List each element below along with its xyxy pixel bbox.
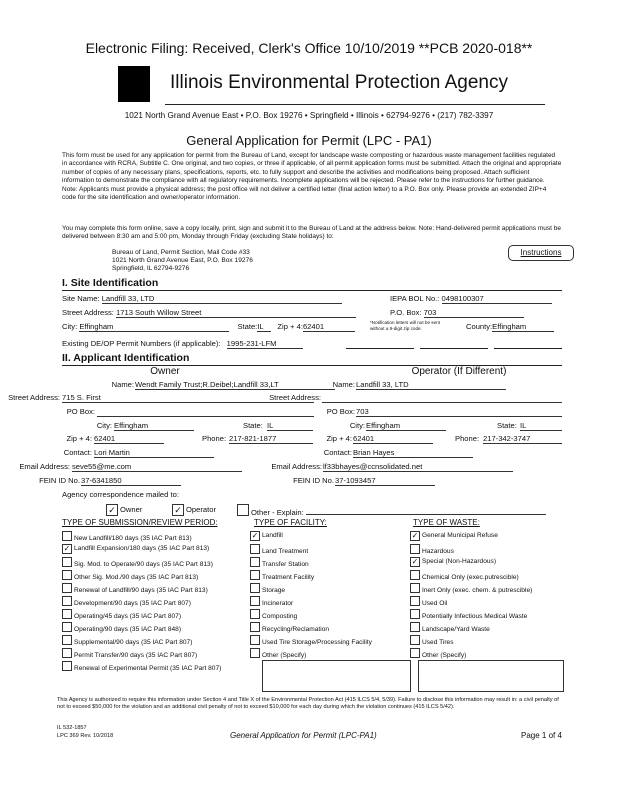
label: County: [466, 322, 493, 331]
correspondence-other-option[interactable] [237, 504, 546, 517]
waste-label: Inert Only (exec. chem. & putrescible) [422, 587, 533, 594]
submission-option[interactable] [62, 557, 221, 570]
submission-option[interactable] [62, 661, 221, 674]
submission-label: Renewal of Landfill/90 days (35 IAC Part 813) [74, 587, 208, 594]
facility-checkbox[interactable] [250, 544, 260, 554]
facility-label: Recycling/Reclamation [262, 626, 330, 633]
waste-option[interactable] [410, 570, 532, 583]
form-revision: LPC 369 Rev. 10/2018 [57, 733, 114, 739]
waste-checkbox[interactable] [410, 622, 420, 632]
label: FEIN ID No. [293, 476, 334, 485]
facility-label: Used Tire Storage/Processing Facility [262, 639, 372, 646]
operator-name-field[interactable]: Landfill 33, LTD [356, 380, 506, 390]
submission-label: Operating/45 days (35 IAC Part 807) [74, 613, 182, 620]
agency-address: 1021 North Grand Avenue East • P.O. Box 19276 • Springfield • Illinois • 62794-9276 • (217) 782-3397 [124, 111, 494, 120]
waste-option[interactable] [410, 596, 532, 609]
facility-checkbox[interactable]: ✓ [251, 531, 259, 540]
label: Name: [111, 380, 134, 389]
label: Street Address: [269, 393, 321, 402]
label: Other - Explain: [251, 508, 304, 517]
site-zip-field[interactable]: 62401 [303, 322, 355, 332]
waste-checkbox[interactable] [410, 648, 420, 658]
submission-label: Other Sig. Mod./90 days (35 IAC Part 813) [74, 574, 199, 581]
facility-option[interactable] [250, 596, 372, 609]
label: Phone: [202, 434, 227, 443]
waste-checkbox[interactable] [410, 583, 420, 593]
footer-title: General Application for Permit (LPC-PA1) [230, 731, 377, 740]
site-pobox-row [390, 308, 524, 318]
facility-checkbox[interactable] [250, 622, 260, 632]
label: Site Name: [62, 294, 100, 303]
submission-option[interactable] [62, 583, 221, 596]
label: Operator [186, 505, 216, 514]
submission-label: Supplemental/90 days (35 IAC Part 807) [74, 639, 193, 646]
permit-field[interactable]: 1995-231-LFM [227, 339, 303, 349]
submission-option[interactable] [62, 531, 221, 544]
label: PO Box: [326, 407, 355, 416]
bol-row [390, 294, 552, 304]
waste-option[interactable] [410, 544, 532, 557]
facility-label: Composting [262, 613, 298, 620]
facility-label: Transfer Station [262, 561, 309, 568]
facility-label: Storage [262, 587, 286, 594]
site-county-row [466, 322, 554, 332]
submission-label: Sig. Mod. to Operate/90 days (35 IAC Part 813) [74, 561, 213, 568]
facility-other-specify-box[interactable] [262, 660, 411, 692]
correspondence-owner-option[interactable] [106, 504, 142, 516]
submission-option[interactable] [62, 635, 221, 648]
permit-row [62, 339, 303, 349]
submission-option[interactable] [62, 622, 221, 635]
waste-option[interactable] [410, 557, 532, 570]
label: State: [243, 421, 263, 430]
waste-checkbox[interactable] [410, 609, 420, 619]
label: Owner [120, 505, 143, 514]
waste-list [410, 531, 532, 661]
blank-line [494, 348, 562, 349]
mail-address [112, 249, 253, 273]
operator-zip-field[interactable]: 62401 [353, 434, 433, 444]
submission-label: Permit Transfer/90 days (35 IAC Part 807) [74, 652, 198, 659]
filing-header: Electronic Filing: Received, Clerk's Office 10/10/2019 **PCB 2020-018** [85, 40, 533, 56]
waste-checkbox[interactable] [410, 544, 420, 554]
waste-label: Used Tires [422, 639, 454, 646]
instructions-button[interactable]: Instructions [508, 245, 574, 261]
submission-checkbox[interactable] [62, 661, 72, 671]
online-note: You may complete this form online, save a copy locally, print, sign and submit it to the Bureau of Land at the address below. Note: Hand-delivered permit applications must be delivered between 8:30 am and 5:00 pm, Monday through Friday (excluding State holidays) to: [62, 225, 561, 241]
label: State: [497, 421, 517, 430]
correspondence-operator-option[interactable] [172, 504, 216, 516]
submission-label: New Landfill/180 days (35 IAC Part 813) [74, 535, 192, 542]
operator-checkbox[interactable]: ✓ [172, 504, 184, 516]
waste-checkbox[interactable] [410, 570, 420, 580]
waste-heading: TYPE OF WASTE: [413, 518, 480, 527]
waste-checkbox[interactable]: ✓ [411, 557, 419, 566]
operator-pobox-field[interactable]: 703 [356, 407, 562, 417]
waste-label: Other (Specify) [422, 652, 467, 659]
label: Contact: [323, 448, 352, 457]
facility-label: Other (Specify) [262, 652, 307, 659]
section-applicant-identification: II. Applicant Identification [62, 352, 190, 364]
facility-list [250, 531, 372, 661]
submission-checkbox[interactable] [62, 557, 72, 567]
facility-checkbox[interactable] [250, 583, 260, 593]
facility-option[interactable] [250, 531, 372, 544]
facility-option[interactable] [250, 544, 372, 557]
form-code: IL 532-1857 [57, 725, 87, 731]
footer-notice: This Agency is authorized to require this information under Section 4 and Title X of the Environmental Protection Act (415 ILCS 5/4, 5/39). Failure to disclose this information may result in: a civil penalty of not to exceed $50,000 for the violation and an additional civil penalty of not to exceed $10,000 for each day during which the violation continues (415 ILCS 5/42). [57, 697, 559, 710]
facility-checkbox[interactable] [250, 570, 260, 580]
intro-paragraph: This form must be used for any application for permit from the Bureau of Land, except for landscape waste composting or hazardous waste management facilities regulated in accordance with RCRA, Subtitle C. One original, and two copies, or three if applicable, of all permit application forms must be submitted. Attach the original and appropriate number of copies of any necessary plans, specifications, reports, etc. to fully support and describe the activities and modifications being proposed. Attach sufficient information to demonstrate the compliance with all regulatory requirements. Incomplete applications will be rejected. Please refer to the instructions for further guidance. Note: Applicants must provide a physical address; the post office will not deliver a certified letter (final action letter) to a P.O. Box only. Please provide an extended ZIP+4 code for the site identification and owner/operator information. [62, 152, 562, 202]
bol-field[interactable]: 0498100307 [442, 294, 552, 304]
owner-name-field[interactable]: Wendt Family Trust;R.Deibel;Landfill 33,LT [135, 380, 335, 390]
operator-contact-field[interactable]: Brian Hayes [353, 448, 473, 458]
waste-label: General Municipal Refuse [422, 532, 498, 539]
submission-checkbox[interactable] [62, 596, 72, 606]
label: Zip + 4: [66, 434, 92, 443]
submission-option[interactable] [62, 609, 221, 622]
agency-name: Illinois Environmental Protection Agency [170, 72, 508, 93]
waste-option[interactable] [410, 531, 532, 544]
label: PO Box: [66, 407, 95, 416]
facility-heading: TYPE OF FACILITY: [254, 518, 327, 527]
label: Zip + 4: [277, 322, 303, 331]
facility-option[interactable] [250, 583, 372, 596]
label: Contact: [63, 448, 92, 457]
submission-checkbox[interactable] [62, 622, 72, 632]
label: Street Address: [8, 393, 60, 402]
submission-option[interactable] [62, 596, 221, 609]
submission-label: Renewal of Experimental Permit (35 IAC Part 807) [74, 665, 222, 672]
operator-heading: Operator (If Different) [411, 366, 507, 377]
facility-label: Land Treatment [262, 548, 309, 555]
site-pobox-field[interactable]: 703 [424, 308, 524, 318]
waste-label: Used Oil [422, 600, 448, 607]
submission-checkbox[interactable] [62, 531, 72, 541]
label: City: [349, 421, 365, 430]
owner-city-field[interactable]: Effingham [114, 421, 194, 431]
waste-option[interactable] [410, 635, 532, 648]
waste-label: Potentially Infectious Medical Waste [422, 613, 528, 620]
facility-option[interactable] [250, 635, 372, 648]
facility-checkbox[interactable] [250, 635, 260, 645]
waste-label: Special (Non-Hazardous) [422, 558, 497, 565]
label: Name: [332, 380, 355, 389]
site-city-field[interactable]: Effingham [79, 322, 229, 332]
label: State: [237, 322, 258, 331]
owner-zip-field[interactable]: 62401 [94, 434, 164, 444]
mail-line: 1021 North Grand Avenue East, P.O. Box 19276 [112, 257, 253, 264]
facility-option[interactable] [250, 557, 372, 570]
site-name-field[interactable]: Landfill 33, LTD [102, 294, 342, 304]
submission-option[interactable] [62, 544, 221, 557]
section-site-identification: I. Site Identification [62, 277, 159, 289]
waste-checkbox[interactable]: ✓ [411, 531, 419, 540]
owner-pobox-field[interactable] [97, 407, 314, 417]
form-title: General Application for Permit (LPC - PA1) [186, 133, 432, 148]
label: FEIN ID No. [39, 476, 80, 485]
facility-option[interactable] [250, 609, 372, 622]
submission-heading: TYPE OF SUBMISSION/REVIEW PERIOD: [62, 518, 218, 527]
site-street-field[interactable]: 1713 South Willow Street [116, 308, 356, 318]
mail-line: Bureau of Land, Permit Section, Mail Code #33 [112, 249, 250, 256]
label: Email Address: [19, 462, 70, 471]
label: Zip + 4: [326, 434, 352, 443]
label: Email Address: [271, 462, 322, 471]
facility-label: Landfill [262, 532, 283, 539]
section-rule [62, 290, 562, 291]
site-county-field[interactable]: Effingham [492, 322, 554, 332]
operator-state-field[interactable]: IL [520, 421, 562, 431]
header-rule [165, 104, 545, 105]
submission-checkbox[interactable] [62, 570, 72, 580]
mail-line: Springfield, IL 62794-9276 [112, 265, 190, 272]
submission-option[interactable] [62, 570, 221, 583]
owner-street-field[interactable]: 715 S. First [62, 393, 314, 403]
facility-checkbox[interactable] [250, 596, 260, 606]
submission-label: Operating/90 days (35 IAC Part 848) [74, 626, 182, 633]
label: IEPA BOL No.: [390, 294, 440, 303]
owner-state-field[interactable]: IL [267, 421, 313, 431]
submission-list [62, 531, 221, 674]
owner-contact-field[interactable]: Lori Martin [94, 448, 214, 458]
operator-fein-field[interactable]: 37-1093457 [335, 476, 435, 486]
agency-logo [118, 66, 150, 102]
submission-checkbox[interactable]: ✓ [63, 544, 71, 553]
label: City: [62, 322, 78, 331]
submission-checkbox[interactable] [62, 583, 72, 593]
operator-city-field[interactable]: Effingham [366, 421, 446, 431]
owner-heading: Owner [150, 366, 180, 377]
zip-note: *Notification letters will not be sent without a 9-digit zip code. [370, 320, 440, 331]
waste-checkbox[interactable] [410, 635, 420, 645]
submission-checkbox[interactable] [62, 635, 72, 645]
label: City: [96, 421, 112, 430]
label: P.O. Box: [390, 308, 422, 317]
other-explain-field[interactable] [306, 514, 546, 515]
facility-option[interactable] [250, 622, 372, 635]
waste-label: Hazardous [422, 548, 454, 555]
site-street-row [62, 308, 356, 318]
owner-fein-field[interactable]: 37-6341850 [81, 476, 181, 486]
label: Phone: [455, 434, 480, 443]
waste-option[interactable] [410, 583, 532, 596]
waste-option[interactable] [410, 609, 532, 622]
other-checkbox[interactable] [237, 504, 249, 516]
facility-option[interactable] [250, 570, 372, 583]
facility-checkbox[interactable] [250, 609, 260, 619]
submission-checkbox[interactable] [62, 609, 72, 619]
operator-phone-field[interactable]: 217-342-3747 [483, 434, 562, 444]
owner-checkbox[interactable]: ✓ [106, 504, 118, 516]
facility-label: Incinerator [262, 600, 294, 607]
waste-option[interactable] [410, 622, 532, 635]
site-name-row [62, 294, 342, 304]
blank-line [420, 348, 488, 349]
owner-email-field[interactable]: seve55@me.com [72, 462, 242, 472]
waste-label: Landscape/Yard Waste [422, 626, 490, 633]
operator-email-field[interactable]: lf33bhayes@ccnsolidated.net [323, 462, 513, 472]
owner-phone-field[interactable]: 217-821-1877 [229, 434, 313, 444]
waste-label: Chemical Only (exec.putrescible) [422, 574, 519, 581]
waste-checkbox[interactable] [410, 596, 420, 606]
blank-line [346, 348, 414, 349]
waste-other-specify-box[interactable] [418, 660, 564, 692]
submission-label: Development/90 days (35 IAC Part 807) [74, 600, 191, 607]
submission-checkbox[interactable] [62, 648, 72, 658]
site-city-row [62, 322, 355, 332]
operator-street-field[interactable] [322, 393, 562, 403]
page-number: Page 1 of 4 [521, 731, 562, 740]
facility-checkbox[interactable] [250, 648, 260, 658]
facility-label: Treatment Facility [262, 574, 315, 581]
facility-checkbox[interactable] [250, 557, 260, 567]
label: Existing DE/OP Permit Numbers (if applicable): [62, 339, 221, 348]
submission-option[interactable] [62, 648, 221, 661]
correspondence-label: Agency correspondence mailed to: [62, 490, 179, 499]
label: Street Address: [62, 308, 114, 317]
submission-label: Landfill Expansion/180 days (35 IAC Part 813) [74, 545, 210, 552]
site-state-field[interactable]: IL [257, 322, 271, 332]
